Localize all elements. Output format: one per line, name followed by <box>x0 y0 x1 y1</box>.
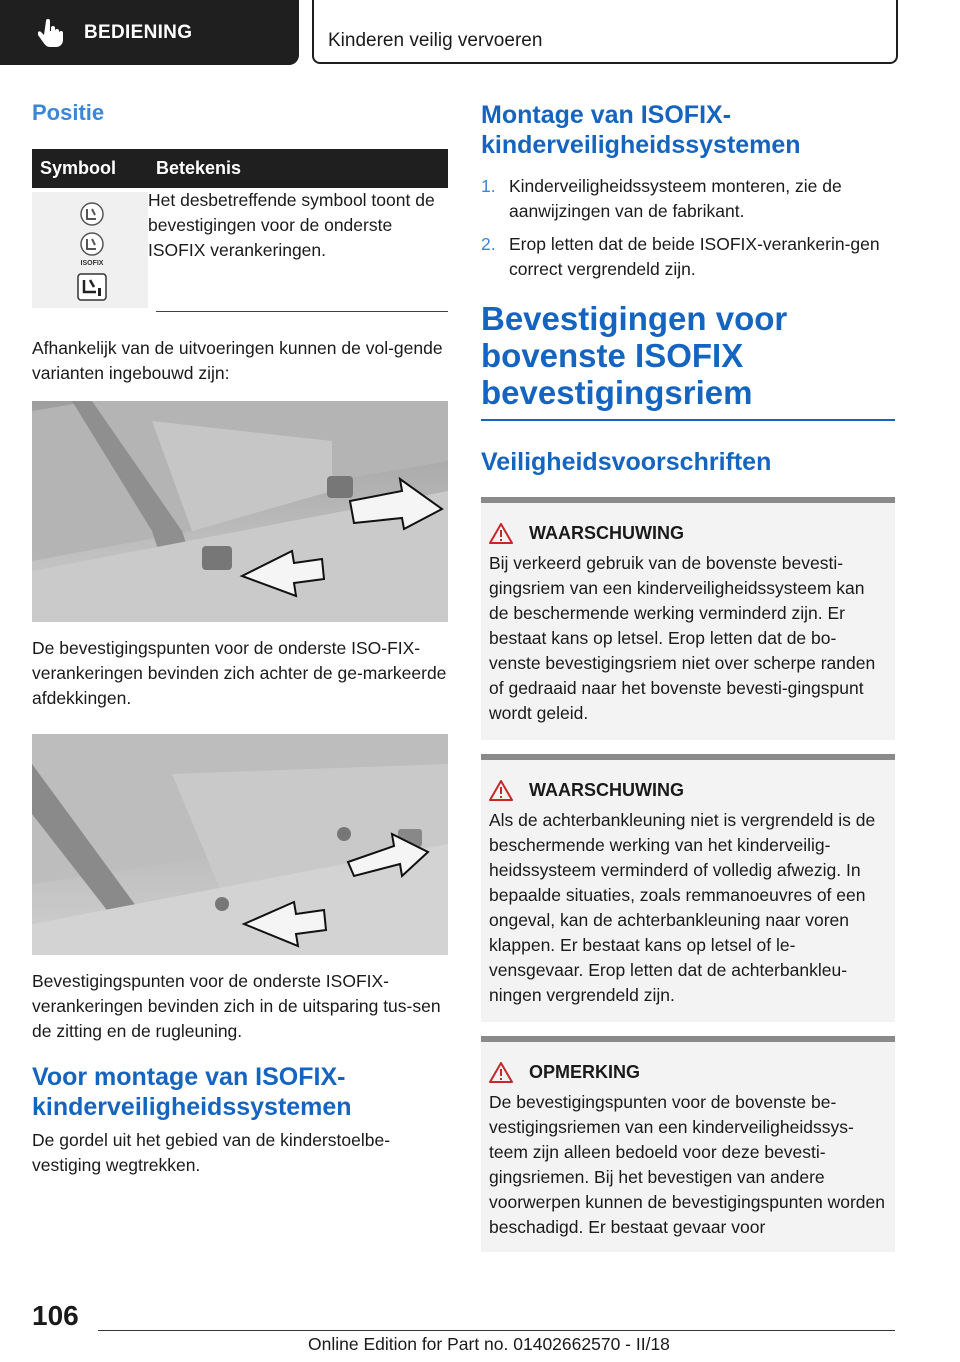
right-column <box>481 100 895 1252</box>
voor-montage-text: De gordel uit het gebied van de kinderstoelbe-vestiging wegtrekken. <box>32 1130 391 1175</box>
page-number: 106 <box>32 1300 79 1331</box>
montage-steps <box>481 174 895 282</box>
left-column <box>32 100 448 1178</box>
warning-title: WAARSCHUWING <box>529 780 684 800</box>
variants-paragraph: Afhankelijk van de uitvoeringen kunnen de vol-gende varianten ingebouwd zijn: <box>32 338 443 383</box>
list-item <box>481 232 895 282</box>
hand-pointer-icon <box>38 19 64 47</box>
footer-rule <box>98 1330 895 1331</box>
note-text: De bevestigingspunten voor de bovenste be-vestigingsriemen van een kinderveiligheidssys-teem zijn alleen bedoeld voor deze bevesti-gingsriemen. Bij het bevestigen van andere voorwerpen kunnen de bevestigingspunten worden beschadigd. Er bestaat gevaar voor <box>489 1092 885 1237</box>
warning-title: WAARSCHUWING <box>529 523 684 543</box>
warning-text: Bij verkeerd gebruik van de bovenste bevesti-gingsriem van een kinderveiligheidssysteem kan de beschermende werking verminderd zijn. Er bestaat kans op letsel. Erop letten dat de bo-venste bevestigingsriem niet over scherpe randen of gedraaid naar het bovenste bevesti-gingspunt wordt geleid. <box>489 553 876 723</box>
section-tab <box>0 0 299 65</box>
list-item <box>481 174 895 224</box>
table-row <box>32 188 448 308</box>
step-number: 1. <box>481 176 496 196</box>
warning-triangle-icon <box>489 523 513 544</box>
chapter-label: Kinderen veilig vervoeren <box>328 30 543 51</box>
table-header-meaning: Betekenis <box>148 149 448 188</box>
section-label: BEDIENING <box>84 21 193 43</box>
table-header-symbol: Symbool <box>32 149 148 188</box>
note-box <box>481 1036 895 1252</box>
chapter-tab <box>312 0 898 64</box>
step-text: Kinderveiligheidssysteem monteren, zie de aanwijzingen van de fabrikant. <box>509 176 842 221</box>
top-tether-heading: Bevestigingen voor bovenste ISOFIX bevestigingsriem <box>481 300 788 411</box>
montage-heading: Montage van ISOFIX-kinderveiligheidssystemen <box>481 101 801 159</box>
caption-covers: De bevestigingspunten voor de onderste ISO-FIX-verankeringen bevinden zich achter de ge-markeerde afdekkingen. <box>32 638 447 708</box>
symbol-table <box>32 149 448 308</box>
seat-photo-covers <box>32 401 448 622</box>
edition-text: Online Edition for Part no. 01402662570 - II/18 <box>308 1334 670 1354</box>
warning-box <box>481 497 895 740</box>
note-title: OPMERKING <box>529 1062 641 1082</box>
table-bottom-rule <box>156 311 448 312</box>
isofix-icon-label: ISOFIX <box>80 260 104 267</box>
heading-rule <box>481 419 895 421</box>
isofix-symbol-cell <box>32 192 148 308</box>
voor-montage-heading: Voor montage van ISOFIX-kinderveiligheidssystemen <box>32 1063 352 1121</box>
caption-gap: Bevestigingspunten voor de onderste ISOFIX-verankeringen bevinden zich in de uitsparing tus-sen de zitting en de rugleuning. <box>32 971 441 1041</box>
symbol-meaning: Het desbetreffende symbool toont de bevestigingen voor de onderste ISOFIX verankeringen. <box>148 190 435 260</box>
step-text: Erop letten dat de beide ISOFIX-verankerin-gen correct vergrendeld zijn. <box>509 234 880 279</box>
safety-heading: Veiligheidsvoorschriften <box>481 448 772 476</box>
positie-heading: Positie <box>32 100 105 125</box>
seat-photo-gap <box>32 734 448 955</box>
warning-box <box>481 754 895 1022</box>
isofix-seat-icon <box>32 192 148 308</box>
warning-text: Als de achterbankleuning niet is vergrendeld is de beschermende werking van het kinderveilig-heidssysteem verminderd of volledig afwezig. In bepaalde situaties, zoals remmanoeuvres of een ongeval, kan de achterbankleuning naar voren klappen. Er bestaat kans op letsel of le-vensgevaar. Erop letten dat de achterbankleu-ningen vergrendeld zijn. <box>489 810 876 1005</box>
warning-triangle-icon <box>489 780 513 801</box>
warning-triangle-icon <box>489 1062 513 1083</box>
step-number: 2. <box>481 234 496 254</box>
